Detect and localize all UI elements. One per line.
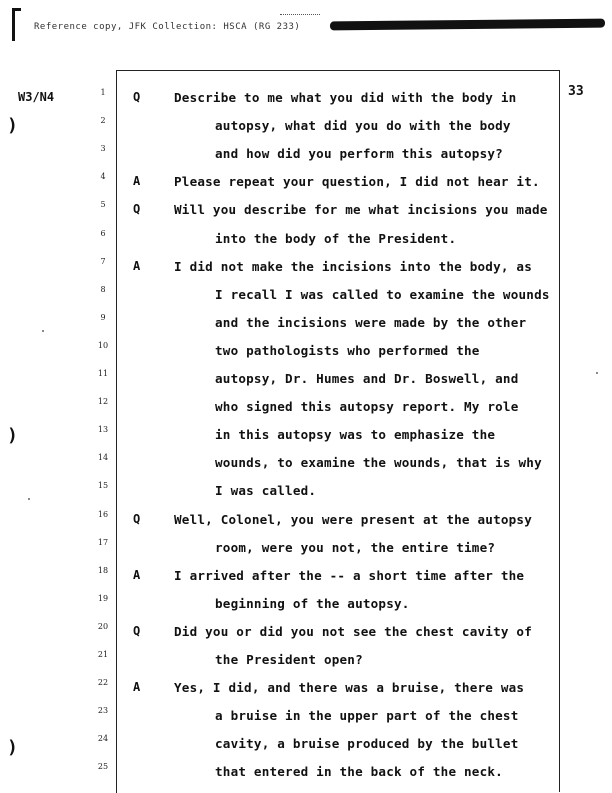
transcript-line: [0, 455, 612, 483]
line-text: I arrived after the -- a short time after the: [174, 567, 525, 583]
line-text: autopsy, what did you do with the body: [215, 118, 511, 134]
line-text: two pathologists who performed the: [215, 342, 480, 358]
line-number: 7: [100, 256, 106, 266]
binding-hole-mark: ): [7, 737, 18, 758]
line-number: 21: [97, 650, 109, 659]
transcript-line: [0, 228, 612, 259]
line-number: 12: [97, 397, 109, 407]
transcript-line: [0, 509, 612, 540]
line-number: 25: [97, 762, 109, 772]
scan-specks: [280, 14, 320, 17]
line-text: Will you describe for me what incisions you made: [174, 202, 548, 218]
line-number: 9: [100, 312, 106, 322]
line-text: that entered in the back of the neck.: [215, 764, 503, 780]
line-text: Well, Colonel, you were present at the autopsy: [174, 511, 532, 527]
transcript-line: [0, 284, 612, 315]
line-text: I did not make the incisions into the body, as: [174, 258, 532, 274]
transcript-line: [0, 174, 612, 202]
speaker-label: A: [133, 680, 141, 695]
line-number: 2: [100, 116, 106, 126]
line-number: 14: [97, 453, 109, 463]
speaker-label: Q: [133, 202, 141, 217]
transcript-line: [0, 340, 612, 371]
speaker-label: Q: [133, 623, 141, 638]
line-text: room, were you not, the entire time?: [215, 539, 496, 555]
speaker-label: A: [133, 258, 141, 273]
line-number: 11: [97, 369, 109, 378]
page-code: W3/N4: [18, 90, 55, 104]
transcript-line: [0, 202, 612, 230]
transcript-line: [0, 146, 612, 174]
transcript-line: [0, 680, 612, 708]
line-number: 17: [97, 537, 109, 547]
line-text: wounds, to examine the wounds, that is why: [215, 455, 542, 471]
line-number: 3: [100, 144, 106, 154]
line-number: 23: [97, 706, 109, 716]
page-number: 33: [568, 84, 584, 99]
transcript-line: [0, 312, 612, 343]
line-text: the President open?: [215, 652, 363, 667]
line-text: I recall I was called to examine the wounds: [215, 286, 550, 302]
transcript-line: [0, 764, 612, 792]
transcript-line: [0, 399, 612, 427]
line-text: Did you or did you not see the chest cavity of: [174, 623, 532, 639]
line-text: cavity, a bruise produced by the bullet: [215, 736, 519, 752]
line-number: 6: [100, 228, 106, 238]
binding-hole-mark: ): [7, 425, 18, 446]
transcript-line: [0, 483, 612, 511]
header-bracket-mark: [12, 8, 21, 41]
line-text: and the incisions were made by the other: [215, 314, 527, 330]
line-text: Yes, I did, and there was a bruise, there was: [174, 680, 525, 696]
line-number: 4: [100, 172, 106, 182]
transcript-line: [0, 621, 612, 652]
binding-hole-mark: ): [7, 115, 18, 136]
line-text: in this autopsy was to emphasize the: [215, 427, 496, 443]
line-number: 5: [100, 200, 106, 210]
redaction-bar: [330, 19, 605, 31]
line-number: 18: [97, 565, 109, 575]
line-number: 19: [97, 593, 109, 603]
line-text: autopsy, Dr. Humes and Dr. Boswell, and: [215, 371, 519, 386]
line-text: and how did you perform this autopsy?: [215, 146, 503, 162]
line-text: who signed this autopsy report. My role: [215, 399, 519, 415]
transcript-line: [0, 537, 612, 568]
speaker-label: Q: [133, 511, 141, 526]
reference-stamp: Reference copy, JFK Collection: HSCA (RG 233): [34, 22, 301, 32]
line-number: 16: [97, 509, 109, 519]
transcript-line: [0, 427, 612, 455]
transcript-line: [0, 593, 612, 624]
line-text: Please repeat your question, I did not hear it.: [174, 174, 540, 190]
line-number: 24: [97, 734, 109, 744]
transcript-line: [0, 708, 612, 736]
line-text: into the body of the President.: [215, 230, 457, 246]
transcript-line: [0, 371, 612, 399]
line-number: 22: [97, 678, 109, 688]
transcript-line: [0, 652, 612, 680]
line-number: 8: [100, 284, 106, 294]
line-text: I was called.: [215, 483, 317, 499]
line-text: beginning of the autopsy.: [215, 595, 410, 611]
transcript-line: [0, 115, 612, 146]
transcript-line: [0, 736, 612, 764]
line-number: 15: [97, 481, 109, 491]
line-number: 13: [97, 425, 109, 435]
line-text: a bruise in the upper part of the chest: [215, 708, 519, 724]
line-text: Describe to me what you did with the body in: [174, 90, 517, 105]
line-number: 20: [97, 621, 109, 631]
transcript-line: [0, 256, 612, 287]
transcript-line: [0, 565, 612, 596]
line-number: 1: [100, 88, 106, 97]
speaker-label: Q: [133, 90, 141, 104]
speaker-label: A: [133, 567, 141, 582]
transcript-line: [0, 90, 612, 118]
line-number: 10: [97, 340, 109, 350]
speaker-label: A: [133, 174, 141, 189]
